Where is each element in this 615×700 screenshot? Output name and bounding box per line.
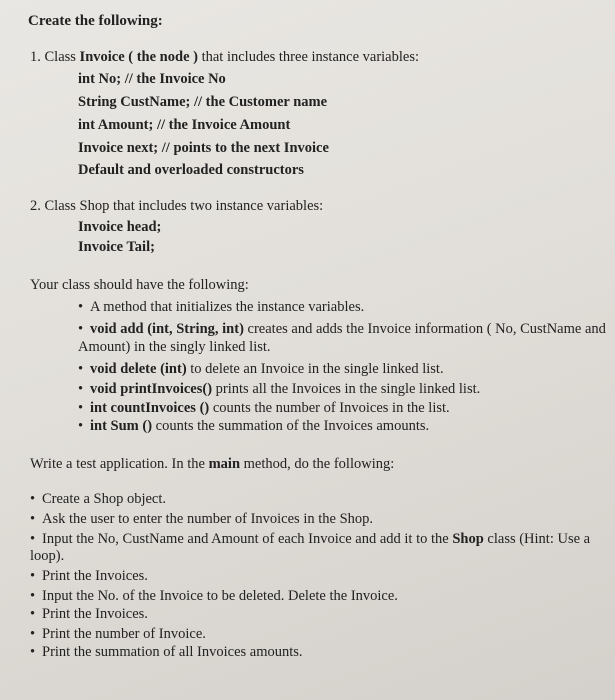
step-text: Create a Shop object. (42, 491, 167, 507)
method-bullet: • void printInvoices() prints all the Invoices in the single linked list. (78, 381, 481, 397)
section4-intro-post: method, do the following: (240, 456, 395, 472)
step-text: Ask the user to enter the number of Invoices in the Shop. (42, 511, 374, 527)
method-signature: int Sum () (90, 418, 153, 434)
section1-heading-suffix: that includes three instance variables: (197, 49, 420, 65)
section2-field: Invoice Tail; (78, 239, 155, 255)
method-text: to delete an Invoice in the single linked list. (186, 361, 444, 377)
section1-field: int No; // the Invoice No (78, 71, 226, 87)
step-text: Print the number of Invoice. (42, 626, 206, 642)
step-text: Print the summation of all Invoices amounts. (42, 644, 303, 660)
section4-intro-pre: Write a test application. In the (30, 456, 209, 472)
method-text: A method that initializes the instance variables. (90, 299, 365, 315)
step-text: Print the Invoices. (42, 606, 148, 622)
method-continuation: Amount) in the singly linked list. (78, 339, 271, 355)
method-signature: void printInvoices() (90, 381, 213, 397)
method-text: counts the summation of the Invoices amounts. (152, 418, 430, 434)
method-bullet: • int Sum () counts the summation of the Invoices amounts. (78, 418, 430, 434)
section1-field: int Amount; // the Invoice Amount (78, 117, 291, 133)
step-continuation: loop). (30, 548, 65, 564)
step-bullet: • Print the summation of all Invoices amounts. (30, 644, 303, 660)
document-title: Create the following: (28, 13, 163, 29)
section2-heading: 2. Class Shop that includes two instance variables: (30, 198, 324, 214)
section3-intro: Your class should have the following: (30, 277, 249, 293)
section1-heading-prefix: 1. Class (30, 49, 80, 65)
step-bullet: • Print the Invoices. (30, 606, 148, 622)
step-bullet: • Create a Shop object. (30, 491, 167, 507)
section4-intro (30, 455, 394, 473)
section1-field: String CustName; // the Customer name (78, 94, 328, 110)
step-bullet: • Print the Invoices. (30, 568, 148, 584)
step-text: Print the Invoices. (42, 568, 148, 584)
shop-class-label: Shop (452, 531, 484, 547)
section1-field: Default and overloaded constructors (78, 162, 304, 178)
section2-field: Invoice head; (78, 219, 162, 235)
step-bullet: • Input the No. of the Invoice to be deleted. Delete the Invoice. (30, 588, 398, 604)
method-text: prints all the Invoices in the single linked list. (212, 381, 481, 397)
method-bullet: • A method that initializes the instance variables. (78, 299, 365, 315)
section1-heading-class: Invoice ( the node ) (79, 49, 198, 65)
method-text: creates and adds the Invoice information ( No, CustName and (243, 321, 606, 337)
step-text: Input the No. of the Invoice to be deleted. Delete the Invoice. (42, 588, 398, 604)
step-bullet: • Input the No, CustName and Amount of each Invoice and add it to the Shop class (Hint: Use a (30, 531, 591, 547)
method-signature: int countInvoices () (90, 400, 210, 416)
method-signature: void delete (int) (90, 361, 187, 377)
section1-heading (30, 48, 419, 66)
method-text: counts the number of Invoices in the list. (209, 400, 450, 416)
step-bullet: • Ask the user to enter the number of Invoices in the Shop. (30, 511, 374, 527)
method-signature: void add (int, String, int) (90, 321, 244, 337)
step-text: class (Hint: Use a (483, 531, 591, 547)
step-bullet: • Print the number of Invoice. (30, 626, 206, 642)
step-text: Input the No, CustName and Amount of each Invoice and add it to the (42, 531, 453, 547)
main-method-label: main (208, 456, 241, 472)
method-bullet: • void add (int, String, int) creates and adds the Invoice information ( No, CustName and (78, 321, 606, 337)
section1-field: Invoice next; // points to the next Invoice (78, 140, 329, 156)
method-bullet: • void delete (int) to delete an Invoice in the single linked list. (78, 361, 444, 377)
method-bullet: • int countInvoices () counts the number of Invoices in the list. (78, 400, 450, 416)
